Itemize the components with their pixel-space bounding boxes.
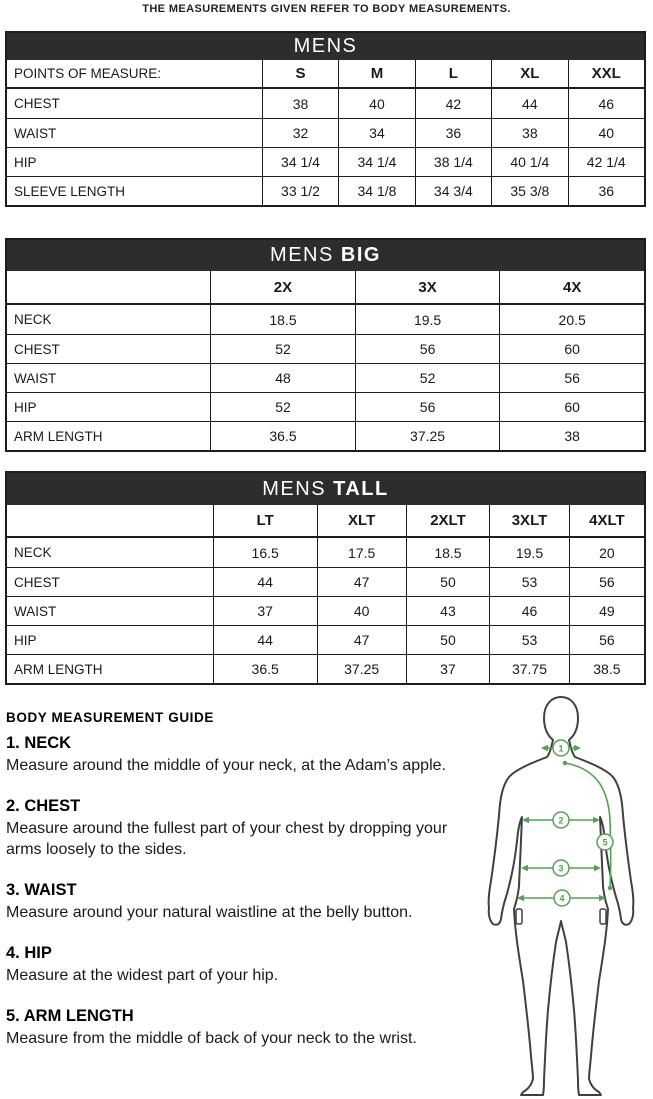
guide-item-text: Measure from the middle of back of your neck to the wrist. <box>6 1030 417 1047</box>
mens-column-header: S <box>262 60 338 87</box>
mens-tall-column-header: 3XLT <box>489 505 569 536</box>
measure-value: 46 <box>568 89 644 118</box>
neck-arrow-left <box>541 745 548 751</box>
measure-value: 16.5 <box>213 538 317 567</box>
guide-item-arm-length <box>6 1007 452 1049</box>
measure-value: 56 <box>355 335 500 363</box>
measure-value: 20.5 <box>499 305 644 334</box>
measure-value: 20 <box>569 538 644 567</box>
measure-value: 18.5 <box>406 538 489 567</box>
guide-item-waist <box>6 881 452 923</box>
measure-value: 37 <box>213 597 317 625</box>
mens-tall-row-neck <box>7 538 644 567</box>
body-measurement-guide <box>6 710 452 1070</box>
measure-value: 19.5 <box>489 538 569 567</box>
mens-column-header: XXL <box>568 60 644 87</box>
measure-value: 38 <box>262 89 338 118</box>
mens-row-chest <box>7 89 644 118</box>
measure-value: 32 <box>262 119 338 147</box>
measure-value: 52 <box>355 364 500 392</box>
measure-value: 34 3/4 <box>415 177 491 205</box>
mens-big-column-header: 3X <box>355 271 500 303</box>
arm-length-end-dot <box>608 886 612 890</box>
waist-arrow-right <box>594 865 601 871</box>
mens-big-corner-label <box>7 271 210 303</box>
guide-item-heading: 2. CHEST <box>6 797 81 815</box>
measure-label: ARM LENGTH <box>14 661 103 677</box>
neck-arrow-right <box>574 745 581 751</box>
measure-value: 56 <box>499 364 644 392</box>
mens-tall-title-prefix: MENS <box>262 477 327 500</box>
svg-text:2: 2 <box>558 815 564 826</box>
measure-label: NECK <box>14 312 52 327</box>
measure-value: 60 <box>499 393 644 421</box>
marker-1 <box>553 740 569 756</box>
measure-value: 34 1/8 <box>338 177 414 205</box>
mens-columns-row <box>7 60 644 89</box>
measure-label: CHEST <box>14 574 60 590</box>
mens-big-row-neck <box>7 305 644 334</box>
guide-title: BODY MEASUREMENT GUIDE <box>6 710 214 725</box>
measure-value: 37.25 <box>317 655 406 683</box>
measure-value: 36.5 <box>210 422 355 450</box>
mens-tall-row-arm-length <box>7 654 644 683</box>
guide-item-text: Measure around the fullest part of your chest by dropping your arms loosely to the sides. <box>6 820 448 858</box>
measure-value: 53 <box>489 568 569 596</box>
measure-label: CHEST <box>14 341 60 357</box>
mens-big-column-header: 2X <box>210 271 355 303</box>
measure-value: 37.75 <box>489 655 569 683</box>
right-hand-slot <box>600 909 606 924</box>
mens-row-waist <box>7 118 644 147</box>
measure-value: 42 <box>415 89 491 118</box>
guide-item-text: Measure at the widest part of your hip. <box>6 967 279 984</box>
guide-item-heading: 3. WAIST <box>6 881 77 899</box>
chest-arrow-right <box>593 817 600 823</box>
marker-3 <box>553 860 569 876</box>
measure-value: 36 <box>415 119 491 147</box>
measure-value: 44 <box>491 89 567 118</box>
mens-big-table-title <box>7 240 644 271</box>
measure-value: 44 <box>213 568 317 596</box>
measure-value: 40 <box>338 89 414 118</box>
mens-big-row-hip <box>7 392 644 421</box>
guide-item-text: Measure around the middle of your neck, at the Adam’s apple. <box>6 757 446 774</box>
measure-value: 37.25 <box>355 422 500 450</box>
arm-length-start-dot <box>563 761 567 765</box>
mens-big-row-waist <box>7 363 644 392</box>
measure-value: 40 1/4 <box>491 148 567 176</box>
measure-value: 42 1/4 <box>568 148 644 176</box>
measure-value: 35 3/8 <box>491 177 567 205</box>
measure-value: 53 <box>489 626 569 654</box>
measure-value: 52 <box>210 335 355 363</box>
measure-value: 47 <box>317 626 406 654</box>
measure-label: HIP <box>14 632 37 648</box>
measure-label: WAIST <box>14 603 57 619</box>
mens-tall-columns-row <box>7 505 644 538</box>
mens-tall-column-header: XLT <box>317 505 406 536</box>
measure-value: 50 <box>406 568 489 596</box>
measure-value: 36.5 <box>213 655 317 683</box>
measure-value: 44 <box>213 626 317 654</box>
measure-value: 47 <box>317 568 406 596</box>
measure-value: 46 <box>489 597 569 625</box>
measure-value: 56 <box>569 568 644 596</box>
measure-label: WAIST <box>14 370 57 386</box>
measure-value: 17.5 <box>317 538 406 567</box>
svg-text:4: 4 <box>559 893 565 904</box>
measure-value: 38 <box>491 119 567 147</box>
measure-value: 56 <box>355 393 500 421</box>
measure-value: 34 <box>338 119 414 147</box>
measure-label: HIP <box>14 399 37 415</box>
mens-tall-table-title <box>7 473 644 505</box>
measure-value: 18.5 <box>210 305 355 334</box>
mens-tall-row-chest <box>7 567 644 596</box>
measure-value: 36 <box>568 177 644 205</box>
mens-tall-size-table <box>5 471 646 685</box>
mens-column-header: L <box>415 60 491 87</box>
measure-value: 38 <box>499 422 644 450</box>
measure-label: HIP <box>14 154 37 170</box>
mens-row-sleeve-length <box>7 176 644 205</box>
measure-label: WAIST <box>14 125 57 141</box>
measure-value: 52 <box>210 393 355 421</box>
mens-big-size-table <box>5 238 646 452</box>
svg-text:3: 3 <box>558 863 564 874</box>
measure-value: 50 <box>406 626 489 654</box>
mens-tall-corner-label <box>7 505 213 536</box>
mens-big-row-chest <box>7 334 644 363</box>
mens-tall-column-header: 2XLT <box>406 505 489 536</box>
measure-label: SLEEVE LENGTH <box>14 183 126 199</box>
marker-4 <box>554 890 570 906</box>
waist-arrow-left <box>521 865 528 871</box>
measure-value: 38.5 <box>569 655 644 683</box>
guide-item-heading: 4. HIP <box>6 944 52 962</box>
guide-item-neck <box>6 734 452 776</box>
mens-column-header: M <box>338 60 414 87</box>
mens-tall-row-waist <box>7 596 644 625</box>
guide-item-hip <box>6 944 452 986</box>
left-hand-slot <box>516 909 522 924</box>
guide-item-heading: 1. NECK <box>6 734 72 752</box>
mens-big-columns-row <box>7 271 644 305</box>
mens-tall-title-suffix: TALL <box>326 477 389 500</box>
marker-2 <box>553 812 569 828</box>
measure-value: 38 1/4 <box>415 148 491 176</box>
disclaimer-text: THE MEASUREMENTS GIVEN REFER TO BODY MEASUREMENTS. <box>142 3 511 15</box>
measure-label: ARM LENGTH <box>14 428 103 444</box>
mens-big-column-header: 4X <box>499 271 644 303</box>
measure-label: NECK <box>14 545 52 560</box>
mens-big-row-arm-length <box>7 421 644 450</box>
measure-value: 60 <box>499 335 644 363</box>
arm-length-measure-line <box>565 763 611 888</box>
mens-size-table <box>5 31 646 207</box>
measure-value: 34 1/4 <box>262 148 338 176</box>
measure-value: 48 <box>210 364 355 392</box>
mens-tall-row-hip <box>7 625 644 654</box>
mens-big-title-prefix: MENS <box>270 244 334 266</box>
mens-table-title <box>7 33 644 60</box>
measure-value: 37 <box>406 655 489 683</box>
measure-value: 34 1/4 <box>338 148 414 176</box>
measure-value: 19.5 <box>355 305 500 334</box>
measure-value: 40 <box>317 597 406 625</box>
guide-item-heading: 5. ARM LENGTH <box>6 1007 134 1025</box>
svg-text:5: 5 <box>602 837 608 848</box>
measure-value: 49 <box>569 597 644 625</box>
mens-tall-column-header: 4XLT <box>569 505 644 536</box>
mens-row-hip <box>7 147 644 176</box>
mens-title-prefix: MENS <box>293 35 358 57</box>
marker-5 <box>597 834 613 850</box>
mens-column-header: XL <box>491 60 567 87</box>
measure-value: 40 <box>568 119 644 147</box>
measure-label: CHEST <box>14 96 60 111</box>
mens-big-title-suffix: BIG <box>333 244 381 266</box>
mens-corner-label: POINTS OF MEASURE: <box>14 66 162 81</box>
svg-text:1: 1 <box>558 743 564 754</box>
measure-value: 33 1/2 <box>262 177 338 205</box>
guide-item-text: Measure around your natural waistline at the belly button. <box>6 904 413 921</box>
measure-value: 43 <box>406 597 489 625</box>
mens-tall-column-header: LT <box>213 505 317 536</box>
chest-arrow-left <box>522 817 529 823</box>
body-figure <box>458 690 651 1099</box>
body-figure-svg <box>458 690 651 1099</box>
measure-value: 56 <box>569 626 644 654</box>
guide-item-chest <box>6 797 452 860</box>
